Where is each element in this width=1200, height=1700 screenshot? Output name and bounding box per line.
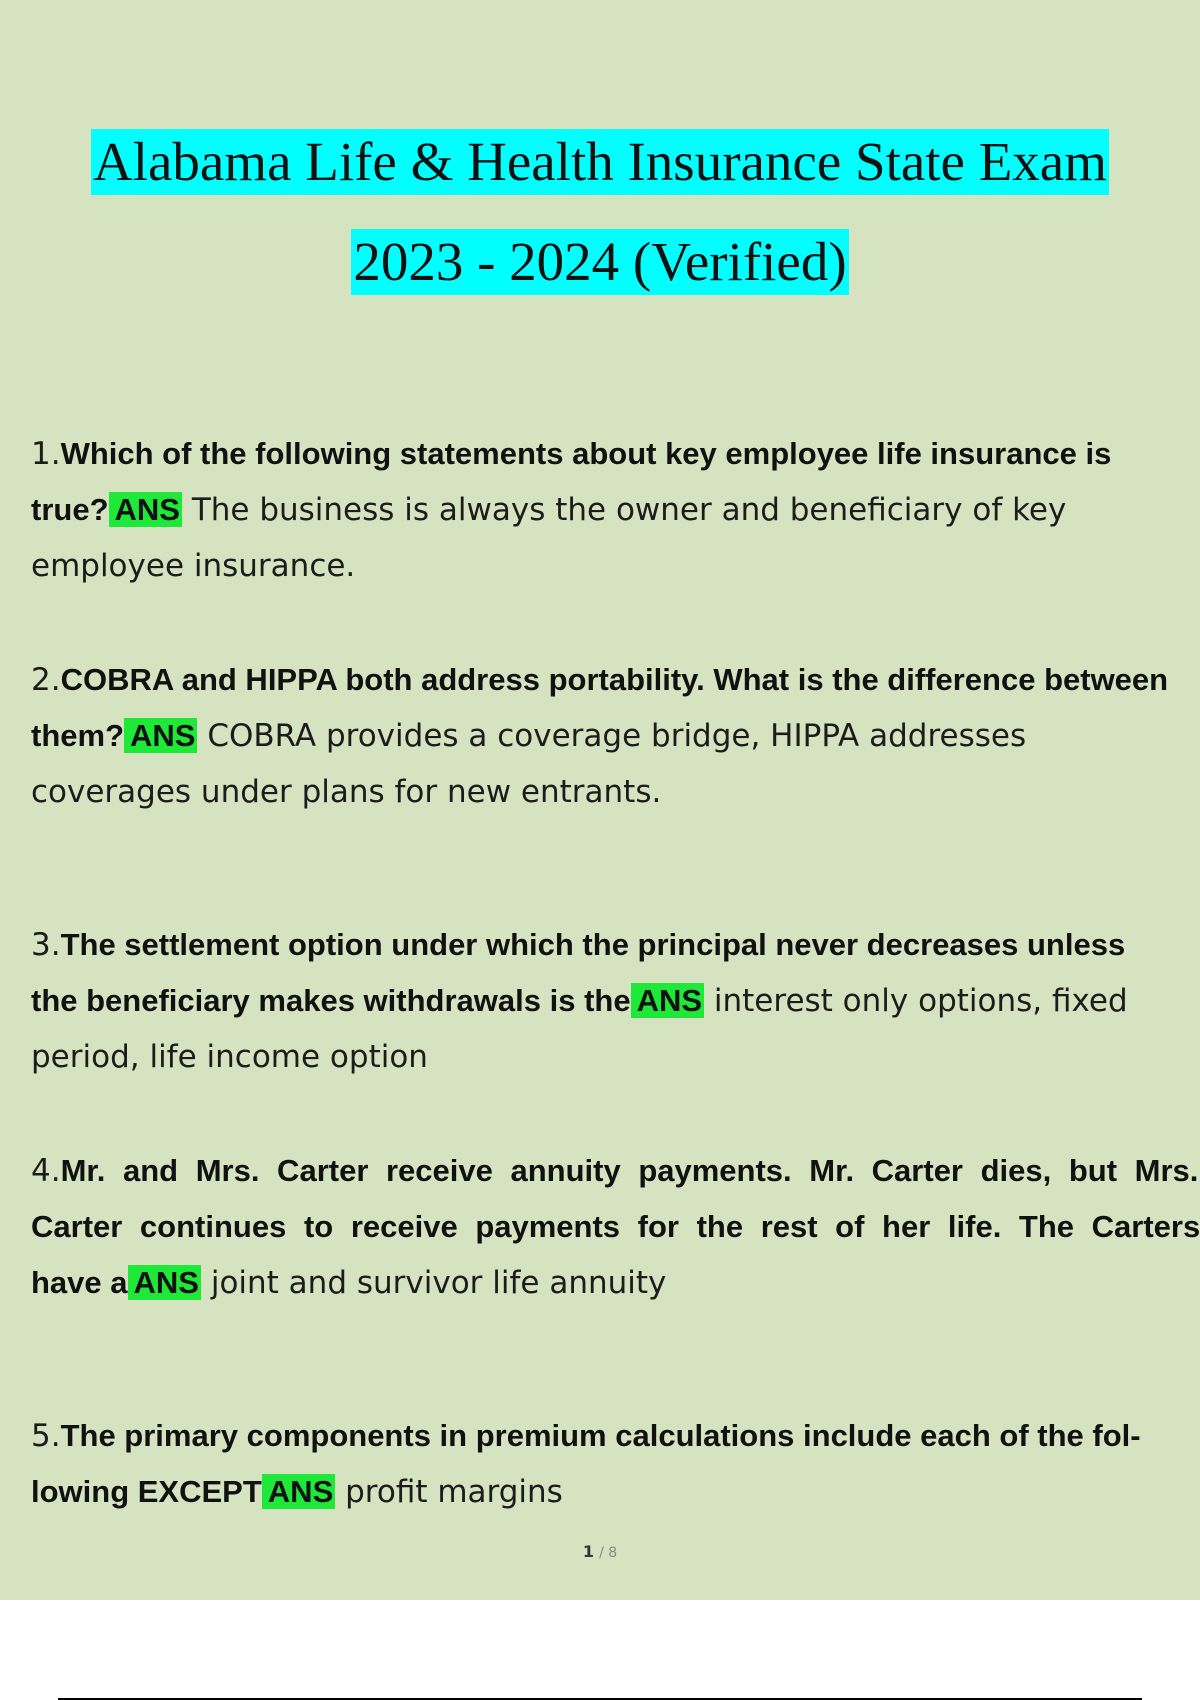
question-line [31,1143,1200,1199]
page-total: / 8 [599,1545,618,1561]
ans-badge: ANS [631,983,704,1018]
question-text: have a [31,1265,128,1300]
document-title [0,112,1200,312]
question-line [31,1199,1200,1255]
ans-badge: ANS [262,1474,335,1509]
question-line [31,1255,1200,1311]
title-line-1: Alabama Life & Health Insurance State Exam [91,129,1109,195]
question-text: The primary components in premium calculations include each of the fol- lowing EXCEPT [31,1418,1141,1509]
title-line-2: 2023 - 2024 (Verified) [351,229,848,295]
answer-text: interest only options, fixed period, life income option [31,983,1128,1075]
question-number: 2. [31,662,61,698]
ans-badge: ANS [124,718,197,753]
answer-text: COBRA provides a coverage bridge, HIPPA addresses coverages under plans for new entrants. [31,718,1027,810]
question-text: Mr. and Mrs. Carter receive annuity payments. Mr. Carter dies, but Mrs. [60,1153,1199,1188]
question-item-1 [31,426,1171,594]
answer-text: profit margins [345,1474,563,1510]
question-item-5 [31,1408,1171,1520]
ans-badge: ANS [128,1265,201,1300]
question-number: 3. [31,927,61,963]
question-text: COBRA and HIPPA both address portability. What is the difference between them? [31,662,1169,753]
question-number: 1. [31,436,61,472]
question-item-4 [31,1143,1200,1311]
answer-text: joint and survivor life annuity [210,1265,667,1301]
page-indicator [0,1542,1200,1561]
question-item-2 [31,652,1171,820]
question-number: 5. [31,1418,61,1454]
ans-badge: ANS [109,492,182,527]
page-current: 1 [582,1542,594,1561]
question-text: Which of the following statements about key employee life insurance is true? [31,436,1112,527]
question-text: Carter continues to receive payments for the rest of her life. The Carters [31,1209,1200,1244]
question-item-3 [31,917,1171,1085]
answer-text: The business is always the owner and beneficiary of key employee insurance. [31,492,1067,584]
question-number: 4. [31,1153,61,1189]
question-text: The settlement option under which the principal never decreases unless the beneficiary makes withdrawals is the [31,927,1126,1018]
